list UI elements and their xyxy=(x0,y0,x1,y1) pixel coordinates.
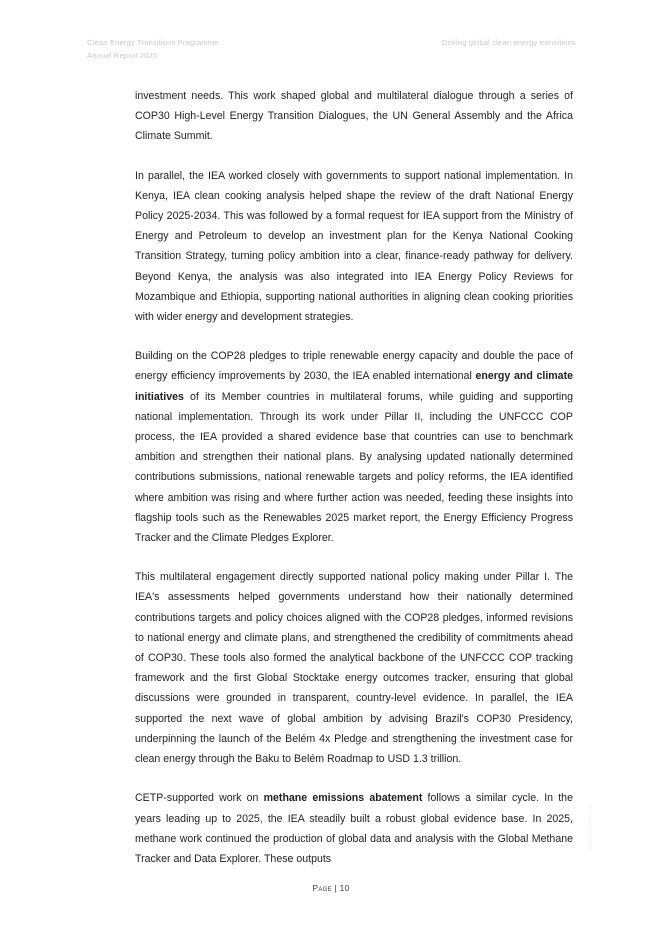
paragraph-methane-text-after: follows a similar cycle. In the years leading up to 2025, the IEA steadily built a robust global evidence base. In 2025, methane work continued the production of global data and analysis with the Global Methane Tracker and Data Explorer. These outputs xyxy=(135,792,573,865)
paragraph-cop28-text-before: Building on the COP28 pledges to triple renewable energy capacity and double the pace of energy efficiency improvements by 2030, the IEA enabled international xyxy=(135,350,573,383)
paragraph-kenya-implementation: In parallel, the IEA worked closely with governments to support national implementation. In Kenya, IEA clean cooking analysis helped shape the review of the draft National Energy Policy 2025-2034. This was followed by a formal request for IEA support from the Ministry of Energy and Petroleum to develop an investment plan for the Kenya National Cooking Transition Strategy, turning policy ambition into a clear, finance-ready pathway for delivery. Beyond Kenya, the analysis was also integrated into IEA Energy Policy Reviews for Mozambique and Ethiopia, supporting national authorities in aligning clean cooking priorities with wider energy and development strategies. xyxy=(135,169,573,324)
paragraph-cop28-text-after: of its Member countries in multilateral forums, while guiding and supporting national implementation. Through its work under Pillar II, including the UNFCCC COP process, the IEA provided a shared evidence base that countries can use to benchmark ambition and strengthen their national plans. By analysing updated nationally determined contributions submissions, national renewable targets and policy reforms, the IEA identified where ambition was rising and where further action was needed, feeding these insights into flagship tools such as the Renewables 2025 market report, the Energy Efficiency Progress Tracker and the Climate Pledges Explorer. xyxy=(135,390,573,545)
running-header-tagline: Driving global clean energy transitions xyxy=(441,38,576,47)
running-header-report-line: Annual Report 2025 xyxy=(87,51,158,60)
emphasis-energy-climate-initiatives: energy and climate initiatives xyxy=(135,370,573,403)
running-header-left xyxy=(87,36,219,62)
paragraph-cop28-pledges xyxy=(135,346,573,548)
rights-notice: IEA. CC BY 4.0 xyxy=(588,804,594,849)
running-header xyxy=(87,36,576,62)
paragraph-methane-text-before: CETP-supported work on xyxy=(135,792,264,805)
running-header-right xyxy=(442,36,576,49)
paragraph-multilateral-engagement: This multilateral engagement directly supported national policy making under Pillar I. The IEA's assessments helped governments understand how their nationally determined contributions targets and policy choices aligned with the COP28 pledges, informed revisions to national energy and climate plans, and strengthened the credibility of commitments ahead of COP30. These tools also formed the analytical backbone of the UNFCCC COP tracking framework and the first Global Stocktake energy outcomes tracker, ensuring that global discussions were grounded in transparent, country-level evidence. In parallel, the IEA supported the next wave of global ambition by advising Brazil's COP30 Presidency, underpinning the launch of the Belém 4x Pledge and strengthening the investment case for clean energy through the Baku to Belém Roadmap to USD 1.3 trillion. xyxy=(135,571,573,766)
emphasis-methane-emissions-abatement: methane emissions abatement xyxy=(263,792,423,805)
paragraph-dialogues: investment needs. This work shaped global and multilateral dialogue through a series of COP30 High-Level Energy Transition Dialogues, the UN General Assembly and the Africa Climate Summit. xyxy=(135,90,573,143)
page-number-footer: Page | 10 xyxy=(312,883,350,893)
body-content xyxy=(135,86,573,869)
running-header-programme-line: Clean Energy Transitions Programme xyxy=(87,38,219,47)
paragraph-methane-work xyxy=(135,788,573,869)
